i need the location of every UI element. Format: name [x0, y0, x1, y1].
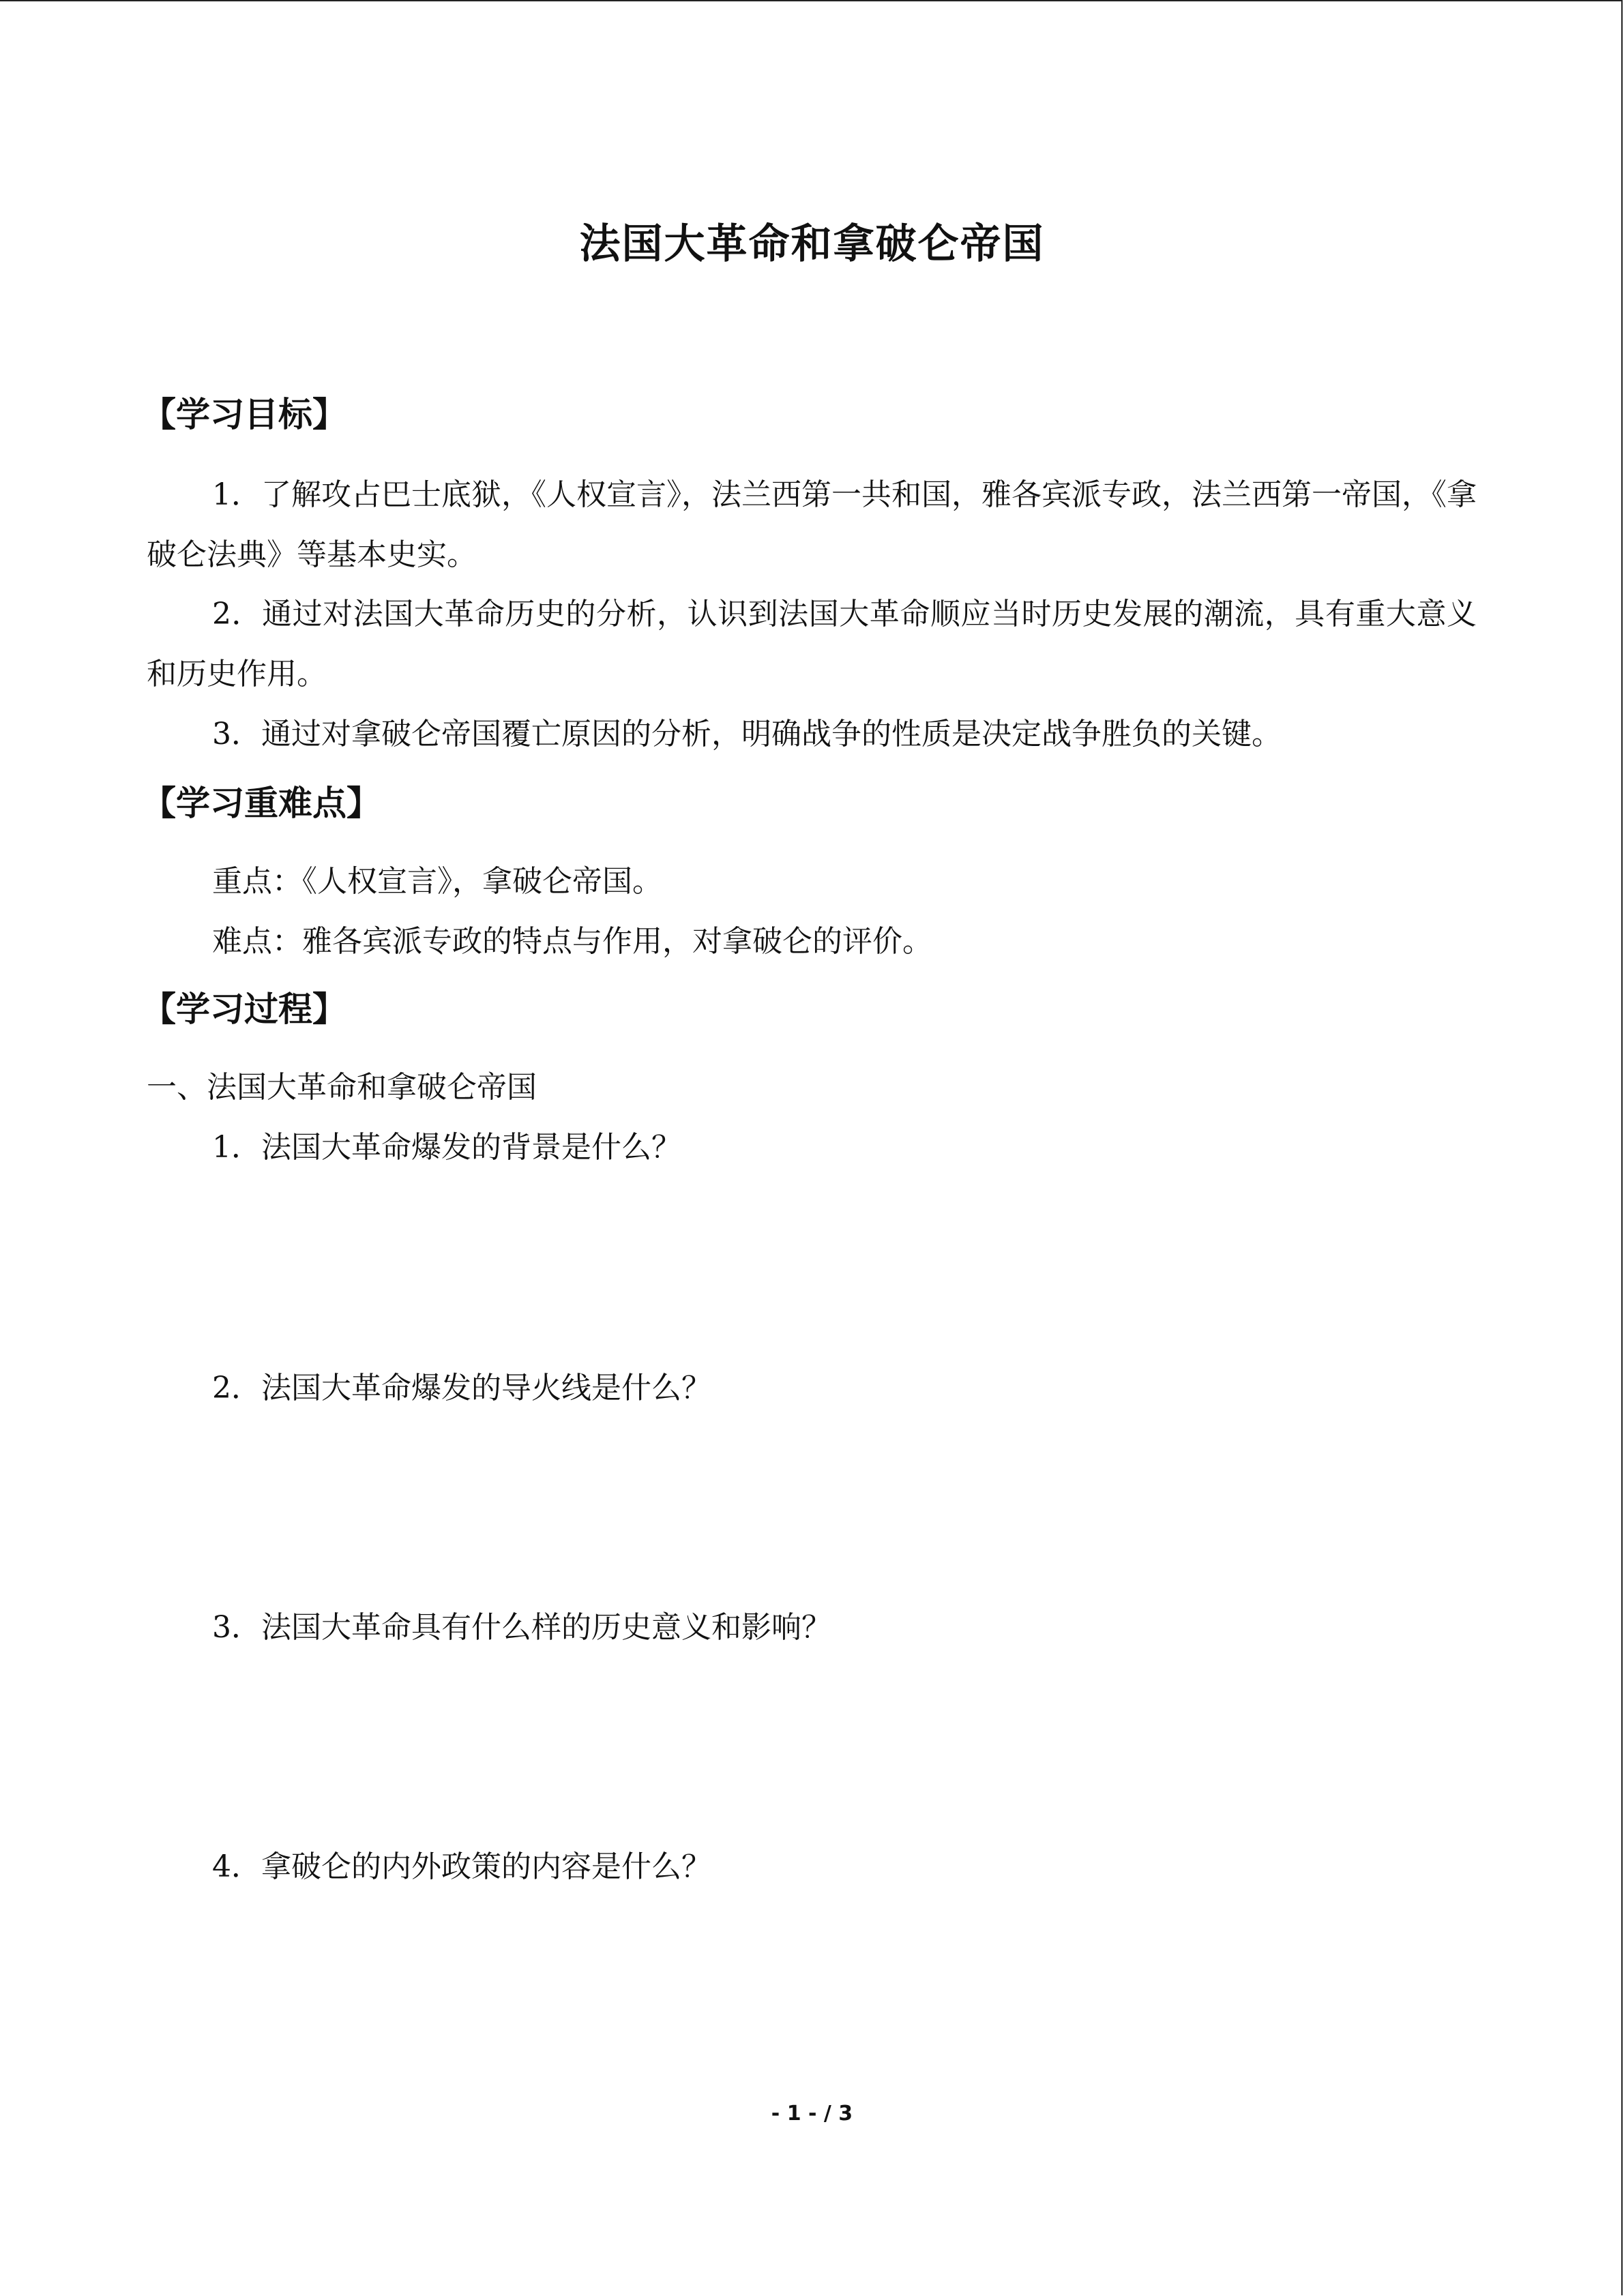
focus-point: 重点：《人权宣言》，拿破仑帝国。: [212, 864, 662, 899]
question-4: 4．拿破仑的内外政策的内容是什么？: [212, 1849, 711, 1884]
question-3: 3．法国大革命具有什么样的历史意义和影响？: [212, 1610, 831, 1645]
objectives-heading: 【学习目标】: [142, 394, 346, 434]
page-number: - 1 - / 3: [771, 2102, 853, 2126]
process-heading: 【学习过程】: [142, 989, 346, 1029]
question-2: 2．法国大革命爆发的导火线是什么？: [212, 1371, 711, 1405]
part-title: 一、法国大革命和拿破仑帝国: [147, 1070, 537, 1105]
difficulty-point: 难点：雅各宾派专政的特点与作用，对拿破仑的评价。: [212, 924, 932, 959]
objective-item-1: 1．了解攻占巴士底狱，《人权宣言》，法兰西第一共和国，雅各宾派专政，法兰西第一帝国，《拿破仑法典》等基本史实。: [147, 477, 1477, 572]
key-points-heading: 【学习重难点】: [142, 783, 381, 823]
document-title: 法国大革命和拿破仑帝国: [579, 220, 1045, 268]
objective-item-2: 2．通过对法国大革命历史的分析，认识到法国大革命顺应当时历史发展的潮流，具有重大意义和历史作用。: [147, 597, 1477, 691]
objective-item-3: 3．通过对拿破仑帝国覆亡原因的分析，明确战争的性质是决定战争胜负的关键。: [212, 717, 1282, 751]
question-1: 1．法国大革命爆发的背景是什么？: [212, 1130, 681, 1165]
